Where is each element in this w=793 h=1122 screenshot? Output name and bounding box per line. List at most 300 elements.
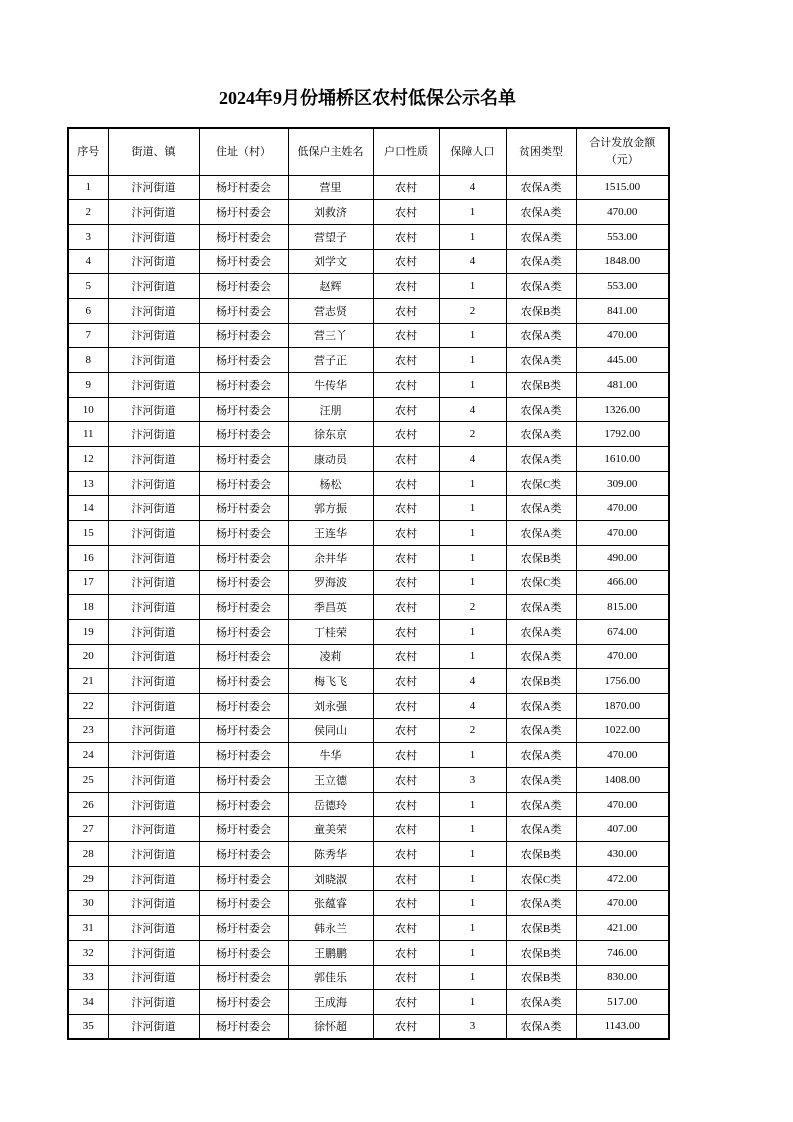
table-cell: 农保A类 <box>506 768 576 793</box>
table-cell: 汴河街道 <box>108 323 199 348</box>
table-cell: 1022.00 <box>576 718 669 743</box>
table-cell: 农村 <box>373 866 439 891</box>
table-cell: 王连华 <box>288 521 373 546</box>
table-cell: 农保A类 <box>506 397 576 422</box>
table-cell: 牛华 <box>288 743 373 768</box>
table-cell: 农保A类 <box>506 224 576 249</box>
table-cell: 1 <box>439 496 506 521</box>
table-cell: 农村 <box>373 249 439 274</box>
table-cell: 杨圩村委会 <box>199 718 288 743</box>
table-cell: 4 <box>439 669 506 694</box>
table-cell: 农村 <box>373 842 439 867</box>
table-cell: 农保A类 <box>506 817 576 842</box>
table-cell: 1 <box>439 348 506 373</box>
table-cell: 农村 <box>373 298 439 323</box>
subsistence-allowance-roster-table <box>67 127 670 1040</box>
table-cell: 梅飞飞 <box>288 669 373 694</box>
table-cell: 汴河街道 <box>108 175 199 200</box>
table-cell: 10 <box>68 397 108 422</box>
table-cell: 杨圩村委会 <box>199 496 288 521</box>
table-cell: 汴河街道 <box>108 693 199 718</box>
table-cell: 466.00 <box>576 570 669 595</box>
table-cell: 刘救济 <box>288 200 373 225</box>
table-cell: 1 <box>439 940 506 965</box>
table-row <box>68 422 669 447</box>
table-cell: 汴河街道 <box>108 397 199 422</box>
table-cell: 杨松 <box>288 471 373 496</box>
table-cell: 农村 <box>373 817 439 842</box>
table-cell: 杨圩村委会 <box>199 1014 288 1039</box>
table-cell: 汴河街道 <box>108 990 199 1015</box>
table-cell: 490.00 <box>576 545 669 570</box>
table-cell: 4 <box>439 447 506 472</box>
table-cell: 杨圩村委会 <box>199 693 288 718</box>
column-header: 低保户主姓名 <box>288 128 373 175</box>
table-cell: 1870.00 <box>576 693 669 718</box>
table-cell: 汴河街道 <box>108 644 199 669</box>
table-cell: 杨圩村委会 <box>199 842 288 867</box>
table-cell: 1 <box>68 175 108 200</box>
table-cell: 6 <box>68 298 108 323</box>
table-cell: 汪朋 <box>288 397 373 422</box>
table-cell: 汴河街道 <box>108 891 199 916</box>
table-row <box>68 521 669 546</box>
table-cell: 农村 <box>373 175 439 200</box>
table-cell: 4 <box>439 175 506 200</box>
table-cell: 农村 <box>373 693 439 718</box>
table-cell: 农保C类 <box>506 471 576 496</box>
table-cell: 汴河街道 <box>108 768 199 793</box>
table-cell: 1 <box>439 792 506 817</box>
table-cell: 674.00 <box>576 619 669 644</box>
table-row <box>68 545 669 570</box>
table-cell: 农村 <box>373 373 439 398</box>
table-cell: 汴河街道 <box>108 249 199 274</box>
table-cell: 农村 <box>373 669 439 694</box>
table-cell: 杨圩村委会 <box>199 768 288 793</box>
table-cell: 汴河街道 <box>108 471 199 496</box>
table-row <box>68 274 669 299</box>
table-cell: 1848.00 <box>576 249 669 274</box>
table-cell: 农村 <box>373 447 439 472</box>
table-cell: 杨圩村委会 <box>199 595 288 620</box>
table-cell: 5 <box>68 274 108 299</box>
table-row <box>68 990 669 1015</box>
table-cell: 汴河街道 <box>108 348 199 373</box>
table-cell: 汴河街道 <box>108 545 199 570</box>
table-cell: 470.00 <box>576 644 669 669</box>
table-cell: 20 <box>68 644 108 669</box>
table-cell: 罗海波 <box>288 570 373 595</box>
table-cell: 杨圩村委会 <box>199 990 288 1015</box>
table-row <box>68 916 669 941</box>
table-cell: 517.00 <box>576 990 669 1015</box>
table-row <box>68 595 669 620</box>
table-cell: 汴河街道 <box>108 817 199 842</box>
table-cell: 农保C类 <box>506 866 576 891</box>
table-cell: 1143.00 <box>576 1014 669 1039</box>
table-cell: 472.00 <box>576 866 669 891</box>
table-cell: 34 <box>68 990 108 1015</box>
table-cell: 汴河街道 <box>108 743 199 768</box>
table-cell: 16 <box>68 545 108 570</box>
table-cell: 农保A类 <box>506 595 576 620</box>
table-cell: 1 <box>439 323 506 348</box>
table-cell: 农村 <box>373 274 439 299</box>
table-cell: 农保A类 <box>506 274 576 299</box>
table-cell: 430.00 <box>576 842 669 867</box>
table-cell: 2 <box>439 595 506 620</box>
table-row <box>68 965 669 990</box>
table-cell: 农保A类 <box>506 447 576 472</box>
table-cell: 农保B类 <box>506 965 576 990</box>
table-cell: 汴河街道 <box>108 570 199 595</box>
table-row <box>68 718 669 743</box>
table-cell: 1 <box>439 644 506 669</box>
table-cell: 农保A类 <box>506 743 576 768</box>
table-cell: 农村 <box>373 471 439 496</box>
table-cell: 农村 <box>373 224 439 249</box>
table-cell: 汴河街道 <box>108 496 199 521</box>
table-cell: 汴河街道 <box>108 940 199 965</box>
table-cell: 杨圩村委会 <box>199 570 288 595</box>
table-cell: 农村 <box>373 965 439 990</box>
table-cell: 农保A类 <box>506 1014 576 1039</box>
table-cell: 农保A类 <box>506 323 576 348</box>
table-cell: 农保A类 <box>506 348 576 373</box>
table-cell: 岳德玲 <box>288 792 373 817</box>
table-row <box>68 298 669 323</box>
table-cell: 杨圩村委会 <box>199 249 288 274</box>
table-cell: 2 <box>439 422 506 447</box>
table-cell: 杨圩村委会 <box>199 644 288 669</box>
table-cell: 韩永兰 <box>288 916 373 941</box>
table-cell: 杨圩村委会 <box>199 521 288 546</box>
table-cell: 9 <box>68 373 108 398</box>
table-cell: 农保B类 <box>506 916 576 941</box>
table-cell: 农村 <box>373 323 439 348</box>
table-row <box>68 397 669 422</box>
table-cell: 1 <box>439 373 506 398</box>
table-cell: 1 <box>439 891 506 916</box>
table-cell: 19 <box>68 619 108 644</box>
table-cell: 农保A类 <box>506 990 576 1015</box>
table-cell: 农保A类 <box>506 693 576 718</box>
table-cell: 农保B类 <box>506 669 576 694</box>
table-cell: 农村 <box>373 916 439 941</box>
table-cell: 农保A类 <box>506 619 576 644</box>
table-cell: 309.00 <box>576 471 669 496</box>
table-row <box>68 891 669 916</box>
table-cell: 1 <box>439 842 506 867</box>
table-cell: 农保A类 <box>506 200 576 225</box>
table-row <box>68 447 669 472</box>
table-cell: 农村 <box>373 422 439 447</box>
table-row <box>68 373 669 398</box>
table-cell: 杨圩村委会 <box>199 447 288 472</box>
table-cell: 1756.00 <box>576 669 669 694</box>
table-cell: 11 <box>68 422 108 447</box>
table-cell: 4 <box>439 397 506 422</box>
table-cell: 季昌英 <box>288 595 373 620</box>
table-cell: 汴河街道 <box>108 224 199 249</box>
column-header: 合计发放金额（元） <box>576 128 669 175</box>
table-cell: 丁桂荣 <box>288 619 373 644</box>
table-cell: 营志贤 <box>288 298 373 323</box>
table-cell: 1792.00 <box>576 422 669 447</box>
table-row <box>68 817 669 842</box>
table-cell: 22 <box>68 693 108 718</box>
table-cell: 25 <box>68 768 108 793</box>
table-cell: 汴河街道 <box>108 200 199 225</box>
table-cell: 1 <box>439 521 506 546</box>
table-cell: 1 <box>439 743 506 768</box>
table-cell: 1 <box>439 274 506 299</box>
table-cell: 杨圩村委会 <box>199 743 288 768</box>
table-cell: 农村 <box>373 718 439 743</box>
table-cell: 农村 <box>373 644 439 669</box>
table-cell: 407.00 <box>576 817 669 842</box>
table-row <box>68 471 669 496</box>
page-title: 2024年9月份埇桥区农村低保公示名单 <box>219 88 516 108</box>
table-cell: 445.00 <box>576 348 669 373</box>
table-cell: 农保A类 <box>506 521 576 546</box>
table-cell: 4 <box>439 693 506 718</box>
table-cell: 陈秀华 <box>288 842 373 867</box>
header-row <box>68 128 669 175</box>
table-cell: 农保A类 <box>506 422 576 447</box>
table-cell: 杨圩村委会 <box>199 274 288 299</box>
table-cell: 农保A类 <box>506 496 576 521</box>
table-cell: 汴河街道 <box>108 373 199 398</box>
table-cell: 470.00 <box>576 496 669 521</box>
table-row <box>68 224 669 249</box>
table-cell: 13 <box>68 471 108 496</box>
table-cell: 27 <box>68 817 108 842</box>
column-header: 序号 <box>68 128 108 175</box>
column-header: 贫困类型 <box>506 128 576 175</box>
table-cell: 35 <box>68 1014 108 1039</box>
table-row <box>68 200 669 225</box>
table-row <box>68 496 669 521</box>
table-cell: 杨圩村委会 <box>199 471 288 496</box>
table-cell: 农保A类 <box>506 644 576 669</box>
table-row <box>68 249 669 274</box>
table-cell: 29 <box>68 866 108 891</box>
table-cell: 王立德 <box>288 768 373 793</box>
table-cell: 农村 <box>373 1014 439 1039</box>
table-cell: 4 <box>439 249 506 274</box>
table-cell: 汴河街道 <box>108 521 199 546</box>
table-cell: 17 <box>68 570 108 595</box>
table-row <box>68 323 669 348</box>
table-cell: 牛传华 <box>288 373 373 398</box>
table-cell: 汴河街道 <box>108 298 199 323</box>
table-cell: 汴河街道 <box>108 792 199 817</box>
table-row <box>68 570 669 595</box>
table-cell: 汴河街道 <box>108 595 199 620</box>
table-cell: 23 <box>68 718 108 743</box>
table-cell: 营子正 <box>288 348 373 373</box>
table-cell: 15 <box>68 521 108 546</box>
table-cell: 刘晓淑 <box>288 866 373 891</box>
table-cell: 33 <box>68 965 108 990</box>
table-cell: 农村 <box>373 200 439 225</box>
table-cell: 郭佳乐 <box>288 965 373 990</box>
table-cell: 1 <box>439 545 506 570</box>
table-cell: 农保B类 <box>506 842 576 867</box>
table-cell: 汴河街道 <box>108 866 199 891</box>
table-cell: 470.00 <box>576 891 669 916</box>
table-cell: 张蕴睿 <box>288 891 373 916</box>
table-cell: 1610.00 <box>576 447 669 472</box>
table-cell: 1326.00 <box>576 397 669 422</box>
table-cell: 农保A类 <box>506 175 576 200</box>
table-cell: 王鹏鹏 <box>288 940 373 965</box>
table-body <box>68 175 669 1039</box>
table-cell: 农村 <box>373 595 439 620</box>
table-cell: 杨圩村委会 <box>199 916 288 941</box>
table-cell: 1 <box>439 866 506 891</box>
table-cell: 赵辉 <box>288 274 373 299</box>
table-cell: 农保B类 <box>506 545 576 570</box>
table-cell: 1 <box>439 570 506 595</box>
table-cell: 汴河街道 <box>108 718 199 743</box>
table-row <box>68 768 669 793</box>
table-cell: 杨圩村委会 <box>199 298 288 323</box>
table-row <box>68 842 669 867</box>
column-header: 户口性质 <box>373 128 439 175</box>
table-cell: 农保A类 <box>506 249 576 274</box>
table-row <box>68 619 669 644</box>
table-cell: 14 <box>68 496 108 521</box>
table-cell: 农保B类 <box>506 940 576 965</box>
table-cell: 余井华 <box>288 545 373 570</box>
table-cell: 杨圩村委会 <box>199 323 288 348</box>
table-row <box>68 348 669 373</box>
table-cell: 28 <box>68 842 108 867</box>
table-cell: 杨圩村委会 <box>199 397 288 422</box>
table-cell: 农村 <box>373 397 439 422</box>
table-cell: 杨圩村委会 <box>199 200 288 225</box>
table-cell: 徐怀超 <box>288 1014 373 1039</box>
table-cell: 553.00 <box>576 224 669 249</box>
table-cell: 24 <box>68 743 108 768</box>
table-cell: 1 <box>439 817 506 842</box>
table-cell: 杨圩村委会 <box>199 224 288 249</box>
table-cell: 12 <box>68 447 108 472</box>
table-cell: 农保A类 <box>506 718 576 743</box>
table-cell: 刘永强 <box>288 693 373 718</box>
table-cell: 杨圩村委会 <box>199 348 288 373</box>
table-cell: 32 <box>68 940 108 965</box>
table-row <box>68 693 669 718</box>
table-cell: 746.00 <box>576 940 669 965</box>
table-cell: 徐东京 <box>288 422 373 447</box>
table-cell: 1 <box>439 965 506 990</box>
table-cell: 农村 <box>373 768 439 793</box>
table-row <box>68 644 669 669</box>
table-cell: 农村 <box>373 990 439 1015</box>
table-cell: 3 <box>439 768 506 793</box>
table-cell: 农村 <box>373 619 439 644</box>
table-cell: 农村 <box>373 521 439 546</box>
table-cell: 1 <box>439 200 506 225</box>
table-cell: 2 <box>439 718 506 743</box>
table-cell: 杨圩村委会 <box>199 792 288 817</box>
table-row <box>68 743 669 768</box>
table-cell: 汴河街道 <box>108 619 199 644</box>
table-cell: 凌莉 <box>288 644 373 669</box>
table-cell: 31 <box>68 916 108 941</box>
table-cell: 1515.00 <box>576 175 669 200</box>
table-cell: 30 <box>68 891 108 916</box>
table-cell: 421.00 <box>576 916 669 941</box>
table-row <box>68 792 669 817</box>
table-cell: 杨圩村委会 <box>199 545 288 570</box>
table-cell: 汴河街道 <box>108 274 199 299</box>
table-cell: 3 <box>68 224 108 249</box>
table-cell: 汴河街道 <box>108 422 199 447</box>
table-cell: 农保B类 <box>506 298 576 323</box>
table-cell: 农村 <box>373 496 439 521</box>
table-cell: 470.00 <box>576 792 669 817</box>
table-row <box>68 940 669 965</box>
table-cell: 农村 <box>373 940 439 965</box>
table-cell: 815.00 <box>576 595 669 620</box>
table-cell: 农村 <box>373 348 439 373</box>
table-cell: 农村 <box>373 545 439 570</box>
table-cell: 1 <box>439 916 506 941</box>
table-cell: 农保A类 <box>506 792 576 817</box>
table-cell: 1 <box>439 990 506 1015</box>
table-cell: 营望子 <box>288 224 373 249</box>
table-cell: 470.00 <box>576 200 669 225</box>
table-cell: 杨圩村委会 <box>199 891 288 916</box>
table-cell: 830.00 <box>576 965 669 990</box>
table-cell: 汴河街道 <box>108 842 199 867</box>
table-cell: 470.00 <box>576 323 669 348</box>
table-cell: 农保A类 <box>506 891 576 916</box>
table-cell: 470.00 <box>576 743 669 768</box>
table-row <box>68 866 669 891</box>
table-cell: 841.00 <box>576 298 669 323</box>
table-cell: 3 <box>439 1014 506 1039</box>
table-cell: 杨圩村委会 <box>199 965 288 990</box>
table-cell: 汴河街道 <box>108 669 199 694</box>
column-header: 街道、镇 <box>108 128 199 175</box>
table-cell: 农村 <box>373 891 439 916</box>
table-cell: 1 <box>439 619 506 644</box>
table-cell: 营三丫 <box>288 323 373 348</box>
table-cell: 汴河街道 <box>108 447 199 472</box>
table-row <box>68 175 669 200</box>
table-cell: 农村 <box>373 743 439 768</box>
column-header: 保障人口 <box>439 128 506 175</box>
table-cell: 王成海 <box>288 990 373 1015</box>
table-cell: 营里 <box>288 175 373 200</box>
table-cell: 杨圩村委会 <box>199 373 288 398</box>
table-cell: 汴河街道 <box>108 965 199 990</box>
table-cell: 1 <box>439 224 506 249</box>
table-cell: 农村 <box>373 570 439 595</box>
table-cell: 汴河街道 <box>108 1014 199 1039</box>
table-cell: 2 <box>68 200 108 225</box>
table-cell: 1 <box>439 471 506 496</box>
table-cell: 8 <box>68 348 108 373</box>
table-cell: 481.00 <box>576 373 669 398</box>
table-cell: 470.00 <box>576 521 669 546</box>
